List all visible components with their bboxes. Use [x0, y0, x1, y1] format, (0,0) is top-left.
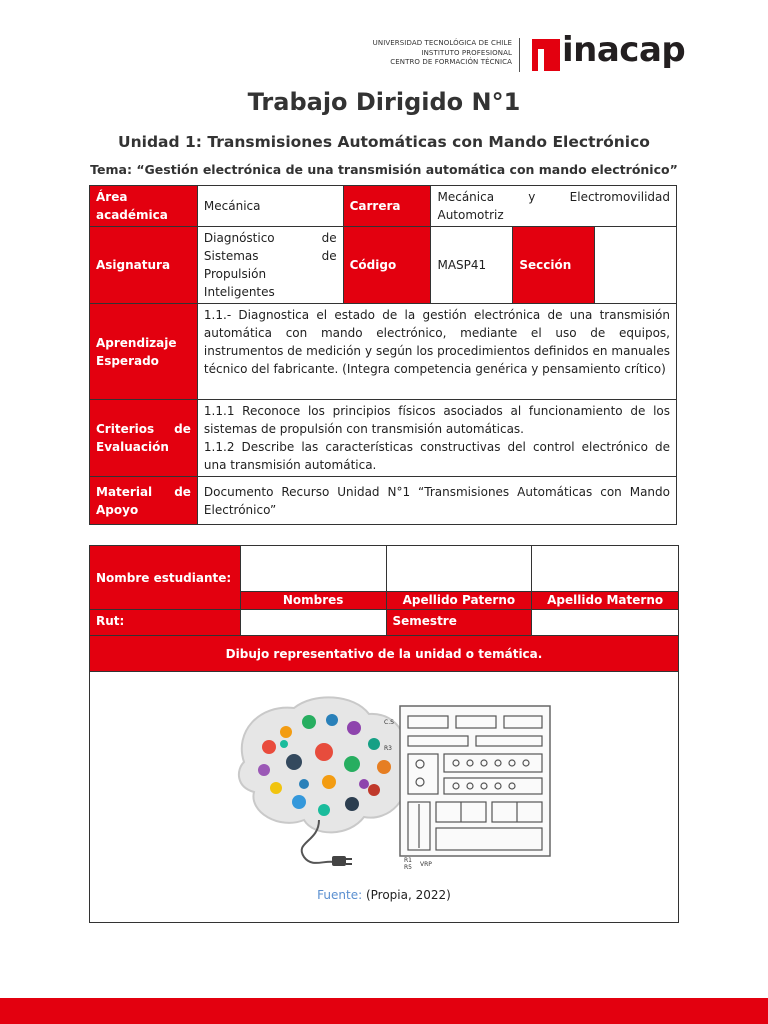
aprendizaje-value: 1.1.- Diagnostica el estado de la gestión electrónica de una transmisión automática con mando electrónico, mediante el uso de equipos, instrumentos de medición y según los procedimientos definidos en manuales técnico del fabricante. (Integra competencia genérica y pensamiento crítico) — [197, 304, 676, 400]
apellido-paterno-field[interactable] — [386, 546, 532, 592]
apellido-materno-field[interactable] — [532, 546, 679, 592]
rut-field[interactable] — [240, 610, 386, 636]
institution-line: INSTITUTO PROFESIONAL — [421, 48, 512, 57]
schematic-label: C.S — [384, 719, 394, 726]
unit-illustration — [224, 692, 584, 872]
nombres-field[interactable] — [240, 546, 386, 592]
fuente-label: Fuente: — [317, 888, 363, 902]
semestre-label: Semestre — [386, 610, 532, 636]
material-label: Material de Apoyo — [90, 477, 198, 525]
apellido-paterno-label: Apellido Paterno — [386, 592, 532, 610]
criterios-value — [197, 400, 676, 477]
institution-line: UNIVERSIDAD TECNOLÓGICA DE CHILE — [372, 39, 512, 47]
schematic-label: R5 — [404, 864, 412, 871]
criterio-item: 1.1.2 Describe las características constructivas del control electrónico de una transmisión automática. — [203, 440, 670, 472]
carrera-label: Carrera — [343, 186, 431, 227]
schematic-label: R1 — [404, 857, 412, 864]
dibujo-label: Dibujo representativo de la unidad o temática. — [90, 636, 679, 672]
nombre-label: Nombre estudiante: — [90, 546, 241, 610]
header-divider — [519, 38, 520, 72]
carrera-value: Mecánica y Electromovilidad Automotriz — [431, 186, 677, 227]
document-header — [0, 30, 768, 80]
area-label: Área académica — [90, 186, 198, 227]
aprendizaje-label: Aprendizaje Esperado — [90, 304, 198, 400]
page-title: Trabajo Dirigido N°1 — [247, 88, 521, 116]
institution-text — [373, 39, 512, 68]
page-subtitle: Unidad 1: Transmisiones Automáticas con Mando Electrónico — [118, 133, 650, 151]
nombres-label: Nombres — [240, 592, 386, 610]
schematic-label: R3 — [384, 745, 392, 752]
inacap-logo-text: inacap — [562, 30, 686, 70]
inacap-logo-mark-icon — [532, 39, 560, 71]
brain-icon — [239, 697, 406, 866]
figure-source — [0, 888, 768, 902]
codigo-label: Código — [343, 227, 431, 304]
semestre-field[interactable] — [532, 610, 679, 636]
codigo-value: MASP41 — [431, 227, 513, 304]
tema-line: Tema: “Gestión electrónica de una transmisión automática con mando electrónico” — [90, 162, 678, 177]
footer-bar — [0, 998, 768, 1024]
area-value: Mecánica — [197, 186, 343, 227]
fuente-value: (Propia, 2022) — [362, 888, 451, 902]
info-table — [89, 185, 677, 525]
asignatura-label: Asignatura — [90, 227, 198, 304]
drawing-area — [90, 672, 679, 923]
seccion-value — [595, 227, 677, 304]
schematic-label: VRP — [420, 861, 432, 868]
criterio-item: 1.1.1 Reconoce los principios físicos asociados al funcionamiento de los sistemas de propulsión con transmisión automáticas. — [203, 404, 670, 436]
rut-label: Rut: — [90, 610, 241, 636]
valve-body-schematic — [384, 706, 550, 871]
apellido-materno-label: Apellido Materno — [532, 592, 679, 610]
material-value: Documento Recurso Unidad N°1 “Transmisiones Automáticas con Mando Electrónico” — [197, 477, 676, 525]
criterios-label: Criterios de Evaluación — [90, 400, 198, 477]
seccion-label: Sección — [513, 227, 595, 304]
asignatura-value: Diagnóstico de Sistemas de Propulsión Inteligentes — [197, 227, 343, 304]
student-table — [89, 545, 679, 923]
institution-line: CENTRO DE FORMACIÓN TÉCNICA — [390, 58, 512, 66]
